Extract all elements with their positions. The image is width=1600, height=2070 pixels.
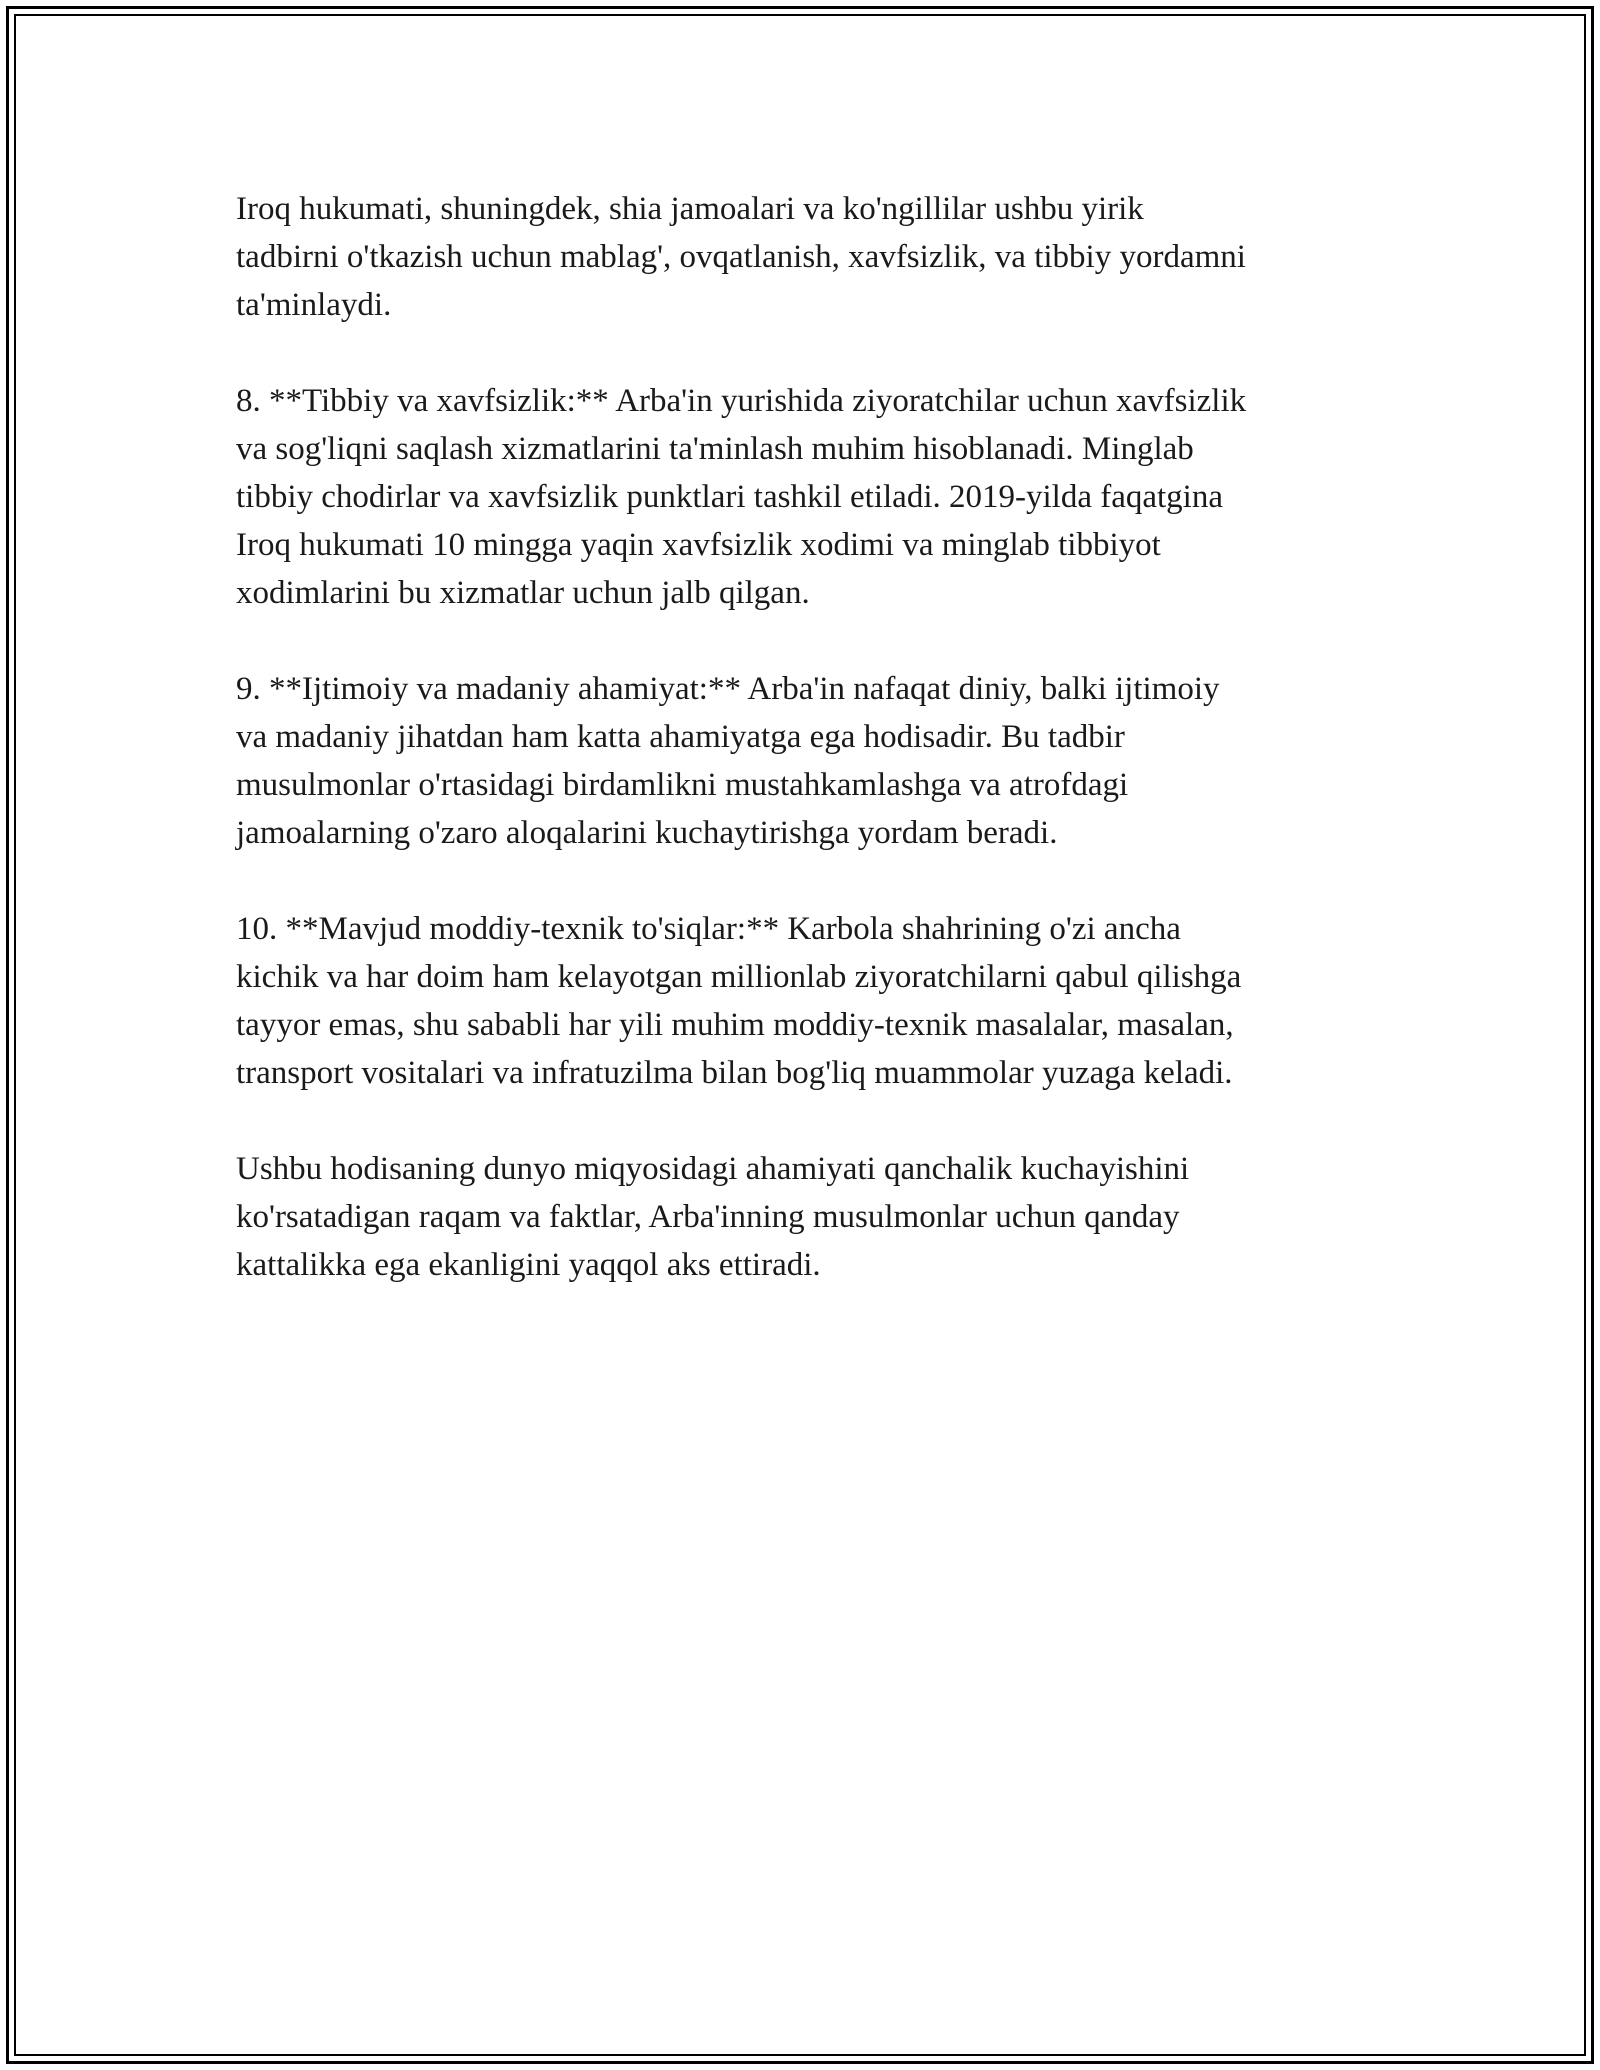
text-line: xodimlarini bu xizmatlar uchun jalb qilgan. xyxy=(236,575,810,611)
text-line: ko'rsatadigan raqam va faktlar, Arba'inning musulmonlar uchun qanday xyxy=(236,1199,1180,1235)
text-line: 10. **Mavjud moddiy-texnik to'siqlar:** Karbola shahrining o'zi ancha xyxy=(236,911,1181,947)
text-line: tibbiy chodirlar va xavfsizlik punktlari tashkil etiladi. 2019-yilda faqatgina xyxy=(236,479,1223,515)
text-line: kattalikka ega ekanligini yaqqol aks ettiradi. xyxy=(236,1247,821,1283)
text-line: va madaniy jihatdan ham katta ahamiyatga ega hodisadir. Bu tadbir xyxy=(236,719,1125,755)
text-line: Iroq hukumati, shuningdek, shia jamoalari va ko'ngillilar ushbu yirik xyxy=(236,191,1144,227)
text-line: kichik va har doim ham kelayotgan millionlab ziyoratchilarni qabul qilishga xyxy=(236,959,1242,995)
text-line: tadbirni o'tkazish uchun mablag', ovqatlanish, xavfsizlik, va tibbiy yordamni xyxy=(236,239,1246,275)
paragraph-conclusion xyxy=(236,1145,1376,1289)
text-line: musulmonlar o'rtasidagi birdamlikni mustahkamlashga va atrofdagi xyxy=(236,767,1129,803)
paragraph-intro xyxy=(236,185,1376,329)
text-line: ta'minlaydi. xyxy=(236,287,392,323)
text-line: transport vositalari va infratuzilma bilan bog'liq muammolar yuzaga keladi. xyxy=(236,1055,1233,1091)
text-line: Iroq hukumati 10 mingga yaqin xavfsizlik xodimi va minglab tibbiyot xyxy=(236,527,1161,563)
paragraph-item-8 xyxy=(236,377,1376,617)
text-line: va sog'liqni saqlash xizmatlarini ta'minlash muhim hisoblanadi. Minglab xyxy=(236,431,1194,467)
text-line: 9. **Ijtimoiy va madaniy ahamiyat:** Arba'in nafaqat diniy, balki ijtimoiy xyxy=(236,671,1220,707)
document-body xyxy=(236,185,1376,1337)
text-line: 8. **Tibbiy va xavfsizlik:** Arba'in yurishida ziyoratchilar uchun xavfsizlik xyxy=(236,383,1247,419)
text-line: jamoalarning o'zaro aloqalarini kuchaytirishga yordam beradi. xyxy=(236,815,1058,851)
paragraph-item-9 xyxy=(236,665,1376,857)
paragraph-item-10 xyxy=(236,905,1376,1097)
text-line: tayyor emas, shu sababli har yili muhim moddiy-texnik masalalar, masalan, xyxy=(236,1007,1234,1043)
text-line: Ushbu hodisaning dunyo miqyosidagi ahamiyati qanchalik kuchayishini xyxy=(236,1151,1190,1187)
